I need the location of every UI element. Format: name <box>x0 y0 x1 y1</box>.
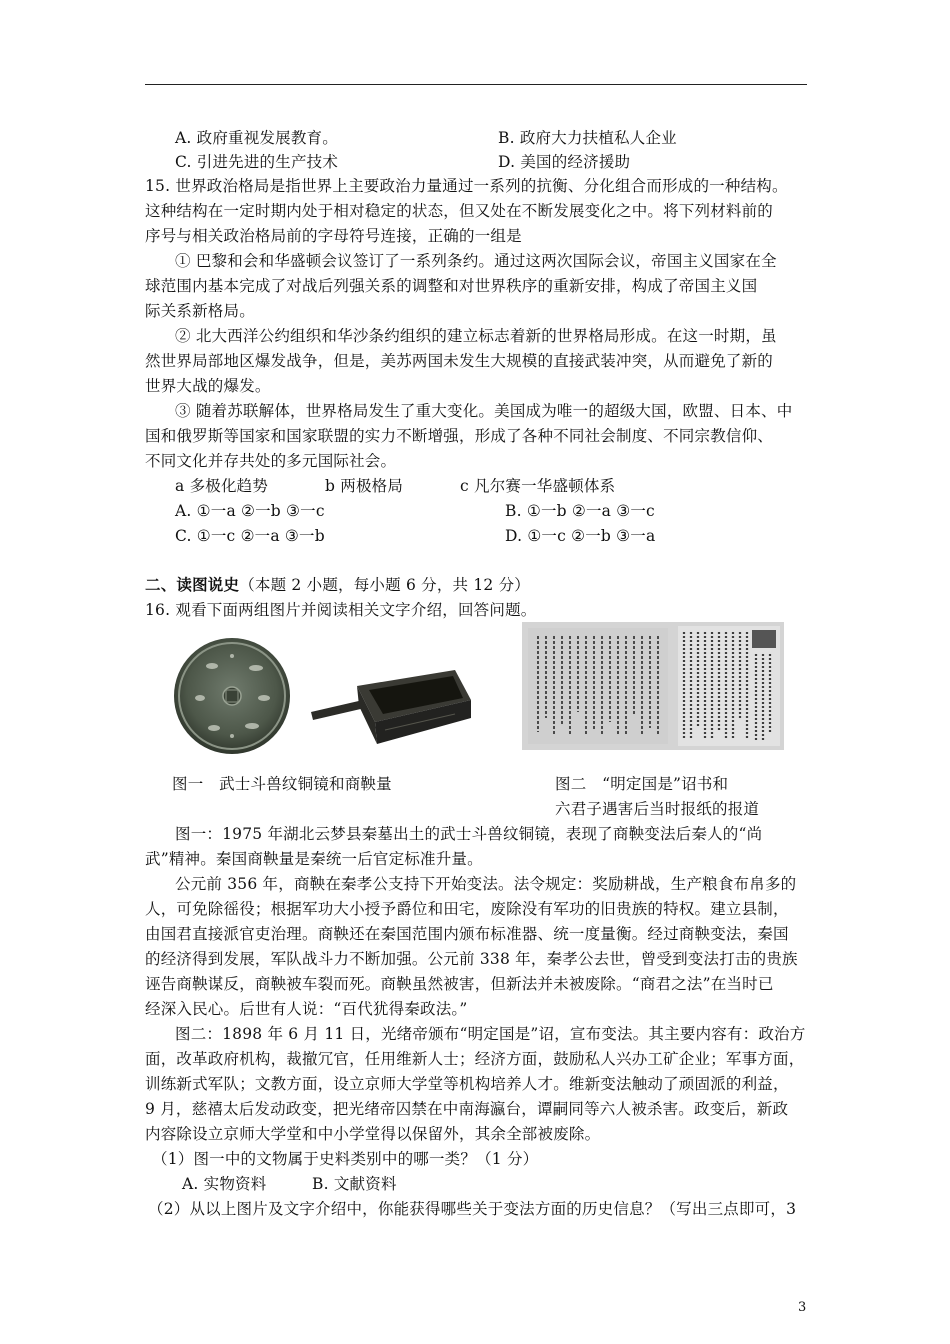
bronze-mirror-image <box>172 636 292 756</box>
q16-stem: 16. 观看下面两组图片并阅读相关文字介绍，回答问题。 <box>145 601 537 619</box>
q15-stem-line: 这种结构在一定时期内处于相对稳定的状态，但又处在不断发展变化之中。将下列材料前的 <box>145 202 774 220</box>
q15-option-b: B. ①一b ②一a ③一c <box>505 502 655 520</box>
q15-stem-line: 15. 世界政治格局是指世界上主要政治力量通过一系列的抗衡、分化组合而形成的一种结构。 <box>145 177 788 195</box>
q15-option-d: D. ①一c ②一b ③一a <box>505 527 656 545</box>
q15-choice-b: b 两极格局 <box>325 477 404 495</box>
para2-line: 的经济得到发展，军队战斗力不断加强。公元前 338 年，秦孝公去世，曾受到变法打击的贵族 <box>145 950 798 968</box>
q15-option-c: C. ①一c ②一a ③一b <box>175 527 325 545</box>
q14-option-c: C. 引进先进的生产技术 <box>175 153 339 171</box>
para2-line: 人，可免除徭役；根据军功大小授予爵位和田宅，废除没有军功的旧贵族的特权。建立县制， <box>145 900 789 918</box>
shang-yang-measure-image <box>305 660 475 750</box>
q14-option-a: A. 政府重视发展教育。 <box>175 129 338 147</box>
q15-stem-line: 序号与相关政治格局前的字母符号连接，正确的一组是 <box>145 227 522 245</box>
section-note: （本题 2 小题，每小题 6 分，共 12 分） <box>239 576 531 594</box>
section-title: 二、读图说史 <box>145 575 240 594</box>
figure2-caption-line2: 六君子遇害后当时报纸的报道 <box>555 800 760 818</box>
para1-line: 武”精神。秦国商鞅量是秦统一后官定标准升量。 <box>145 850 483 868</box>
q15-choice-c: c 凡尔赛一华盛顿体系 <box>460 477 616 495</box>
figure1-caption: 图一 武士斗兽纹铜镜和商鞅量 <box>172 775 392 793</box>
sub-question-2: （2）从以上图片及文字介绍中，你能获得哪些关于变法方面的历史信息？（写出三点即可，3 <box>148 1200 797 1218</box>
q14-option-d: D. 美国的经济援助 <box>498 153 631 171</box>
para1-line: 图一：1975 年湖北云梦县秦墓出土的武士斗兽纹铜镜，表现了商鞅变法后秦人的“尚 <box>175 825 763 843</box>
q15-item3-line: 国和俄罗斯等国家和国家联盟的实力不断增强，形成了各种不同社会制度、不同宗教信仰、 <box>145 427 774 445</box>
para2-line: 公元前 356 年，商鞅在秦孝公支持下开始变法。法令规定：奖励耕战，生产粮食布帛多的 <box>175 875 797 893</box>
q15-item1-line: ① 巴黎和会和华盛顿会议签订了一系列条约。通过这两次国际会议，帝国主义国家在全 <box>175 252 777 270</box>
q15-item1-line: 球范围内基本完成了对战后列强关系的调整和对世界秩序的重新安排，构成了帝国主义国 <box>145 277 758 295</box>
q15-item2-line: ② 北大西洋公约组织和华沙条约组织的建立标志着新的世界格局形成。在这一时期，虽 <box>175 327 777 345</box>
q15-item2-line: 世界大战的爆发。 <box>145 377 271 395</box>
header-rule <box>145 84 807 85</box>
sub-question-1-option-b: B. 文献资料 <box>312 1175 397 1193</box>
q15-item3-line: 不同文化并存共处的多元国际社会。 <box>145 452 397 470</box>
q15-item3-line: ③ 随着苏联解体，世界格局发生了重大变化。美国成为唯一的超级大国，欧盟、日本、中 <box>175 402 793 420</box>
sub-question-1-option-a: A. 实物资料 <box>182 1175 267 1193</box>
edict-and-newspaper-image <box>522 622 784 750</box>
para3-line: 内容除设立京师大学堂和中小学堂得以保留外，其余全部被废除。 <box>145 1125 601 1143</box>
para2-line: 经深入民心。后世有人说：“百代犹得秦政法。” <box>145 1000 468 1018</box>
q15-item2-line: 然世界局部地区爆发战争，但是，美苏两国未发生大规模的直接武装冲突，从而避免了新的 <box>145 352 774 370</box>
q14-option-b: B. 政府大力扶植私人企业 <box>498 129 677 147</box>
q15-item1-line: 际关系新格局。 <box>145 302 255 320</box>
q15-choice-a: a 多极化趋势 <box>175 477 269 495</box>
para3-line: 图二：1898 年 6 月 11 日，光绪帝颁布“明定国是”诏，宣布变法。其主要内容有：政治方 <box>175 1025 806 1043</box>
para2-line: 诬告商鞅谋反，商鞅被车裂而死。商鞅虽然被害，但新法并未被废除。“商君之法”在当时已 <box>145 975 774 993</box>
para3-line: 训练新式军队；文教方面，设立京师大学堂等机构培养人才。维新变法触动了顽固派的利益， <box>145 1075 789 1093</box>
para3-line: 9 月，慈禧太后发动政变，把光绪帝囚禁在中南海瀛台，谭嗣同等六人被杀害。政变后，新政 <box>145 1100 789 1118</box>
sub-question-1: （1）图一中的文物属于史料类别中的哪一类？（1 分） <box>152 1150 539 1168</box>
para3-line: 面，改革政府机构，裁撤冗官，任用维新人士；经济方面，鼓励私人兴办工矿企业；军事方面， <box>145 1050 805 1068</box>
para2-line: 由国君直接派官吏治理。商鞅还在秦国范围内颁布标准器、统一度量衡。经过商鞅变法，秦国 <box>145 925 789 943</box>
figure2-caption-line1: 图二 “明定国是”诏书和 <box>555 775 729 793</box>
page-number: 3 <box>798 1300 807 1315</box>
q15-option-a: A. ①一a ②一b ③一c <box>175 502 325 520</box>
section-heading <box>145 575 530 595</box>
